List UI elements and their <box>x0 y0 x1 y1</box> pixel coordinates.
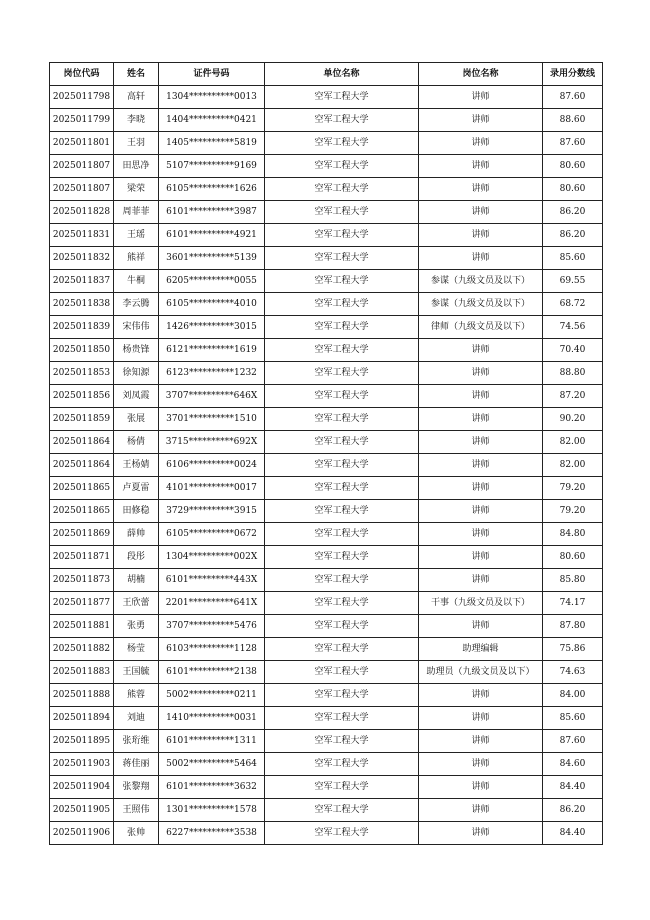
table-row <box>50 178 603 201</box>
cell-name: 卢夏雷 <box>114 477 159 500</box>
admission-score-table <box>49 62 603 845</box>
table-row <box>50 546 603 569</box>
table-row <box>50 661 603 684</box>
cell-name: 李晓 <box>114 109 159 132</box>
table-row <box>50 615 603 638</box>
cell-position-code: 2025011859 <box>50 408 114 431</box>
cell-position-code: 2025011905 <box>50 799 114 822</box>
cell-id-number: 6101**********443X <box>159 569 265 592</box>
cell-unit-name: 空军工程大学 <box>265 385 419 408</box>
cell-position-code: 2025011895 <box>50 730 114 753</box>
cell-name: 王欣蕾 <box>114 592 159 615</box>
cell-position-code: 2025011877 <box>50 592 114 615</box>
table-row <box>50 86 603 109</box>
table-row <box>50 753 603 776</box>
cell-position-name: 讲师 <box>419 385 543 408</box>
cell-position-name: 讲师 <box>419 86 543 109</box>
table-row <box>50 638 603 661</box>
cell-position-name: 讲师 <box>419 822 543 845</box>
cell-position-name: 讲师 <box>419 776 543 799</box>
cell-position-code: 2025011807 <box>50 178 114 201</box>
cell-unit-name: 空军工程大学 <box>265 500 419 523</box>
cell-id-number: 1426**********3015 <box>159 316 265 339</box>
cell-position-name: 讲师 <box>419 109 543 132</box>
cell-name: 蒋佳丽 <box>114 753 159 776</box>
table-row <box>50 155 603 178</box>
cell-unit-name: 空军工程大学 <box>265 109 419 132</box>
cell-position-name: 讲师 <box>419 477 543 500</box>
cell-position-code: 2025011853 <box>50 362 114 385</box>
cell-name: 刘凤霞 <box>114 385 159 408</box>
cell-position-name: 讲师 <box>419 201 543 224</box>
cell-id-number: 6103**********1128 <box>159 638 265 661</box>
cell-position-name: 讲师 <box>419 707 543 730</box>
cell-position-name: 讲师 <box>419 431 543 454</box>
cell-score-line: 86.20 <box>543 224 603 247</box>
cell-score-line: 74.56 <box>543 316 603 339</box>
cell-position-name: 讲师 <box>419 523 543 546</box>
cell-name: 高轩 <box>114 86 159 109</box>
cell-position-code: 2025011906 <box>50 822 114 845</box>
cell-unit-name: 空军工程大学 <box>265 592 419 615</box>
cell-unit-name: 空军工程大学 <box>265 707 419 730</box>
cell-id-number: 6105**********4010 <box>159 293 265 316</box>
cell-position-code: 2025011864 <box>50 431 114 454</box>
cell-unit-name: 空军工程大学 <box>265 201 419 224</box>
table-row <box>50 431 603 454</box>
cell-id-number: 6123**********1232 <box>159 362 265 385</box>
cell-score-line: 70.40 <box>543 339 603 362</box>
cell-score-line: 84.40 <box>543 822 603 845</box>
cell-score-line: 80.60 <box>543 546 603 569</box>
cell-id-number: 3701**********1510 <box>159 408 265 431</box>
cell-name: 熊祥 <box>114 247 159 270</box>
cell-unit-name: 空军工程大学 <box>265 431 419 454</box>
cell-position-code: 2025011801 <box>50 132 114 155</box>
cell-position-name: 讲师 <box>419 546 543 569</box>
cell-id-number: 6105**********1626 <box>159 178 265 201</box>
cell-id-number: 1304**********002X <box>159 546 265 569</box>
cell-score-line: 80.60 <box>543 155 603 178</box>
cell-position-name: 讲师 <box>419 224 543 247</box>
cell-name: 王国毓 <box>114 661 159 684</box>
cell-id-number: 6101**********2138 <box>159 661 265 684</box>
cell-unit-name: 空军工程大学 <box>265 477 419 500</box>
cell-position-code: 2025011871 <box>50 546 114 569</box>
cell-unit-name: 空军工程大学 <box>265 638 419 661</box>
cell-position-name: 参谋（九级文员及以下） <box>419 293 543 316</box>
table-row <box>50 500 603 523</box>
cell-unit-name: 空军工程大学 <box>265 661 419 684</box>
cell-score-line: 84.00 <box>543 684 603 707</box>
table-row <box>50 293 603 316</box>
cell-score-line: 85.60 <box>543 707 603 730</box>
cell-name: 熊蓉 <box>114 684 159 707</box>
table-row <box>50 707 603 730</box>
cell-id-number: 6121**********1619 <box>159 339 265 362</box>
cell-unit-name: 空军工程大学 <box>265 753 419 776</box>
cell-score-line: 84.60 <box>543 753 603 776</box>
cell-position-code: 2025011904 <box>50 776 114 799</box>
cell-score-line: 85.60 <box>543 247 603 270</box>
cell-position-code: 2025011807 <box>50 155 114 178</box>
cell-position-name: 参谋（九级文员及以下） <box>419 270 543 293</box>
table-header-row <box>50 63 603 86</box>
cell-position-name: 讲师 <box>419 730 543 753</box>
table-row <box>50 454 603 477</box>
cell-score-line: 79.20 <box>543 477 603 500</box>
cell-id-number: 6106**********0024 <box>159 454 265 477</box>
header-id-number: 证件号码 <box>159 63 265 86</box>
cell-id-number: 6101**********3632 <box>159 776 265 799</box>
cell-name: 梁荣 <box>114 178 159 201</box>
cell-id-number: 1304**********0013 <box>159 86 265 109</box>
cell-position-name: 讲师 <box>419 684 543 707</box>
cell-position-code: 2025011831 <box>50 224 114 247</box>
cell-score-line: 87.60 <box>543 86 603 109</box>
table-row <box>50 385 603 408</box>
cell-position-code: 2025011873 <box>50 569 114 592</box>
cell-unit-name: 空军工程大学 <box>265 316 419 339</box>
header-position-name: 岗位名称 <box>419 63 543 86</box>
cell-unit-name: 空军工程大学 <box>265 546 419 569</box>
cell-position-name: 讲师 <box>419 155 543 178</box>
cell-id-number: 6101**********3987 <box>159 201 265 224</box>
table-row <box>50 569 603 592</box>
cell-position-code: 2025011864 <box>50 454 114 477</box>
cell-name: 王羽 <box>114 132 159 155</box>
cell-position-name: 讲师 <box>419 408 543 431</box>
cell-name: 田思净 <box>114 155 159 178</box>
cell-id-number: 1410**********0031 <box>159 707 265 730</box>
cell-id-number: 3715**********692X <box>159 431 265 454</box>
cell-position-name: 律师（九级文员及以下） <box>419 316 543 339</box>
cell-id-number: 3707**********646X <box>159 385 265 408</box>
cell-unit-name: 空军工程大学 <box>265 224 419 247</box>
cell-unit-name: 空军工程大学 <box>265 799 419 822</box>
cell-position-code: 2025011881 <box>50 615 114 638</box>
cell-id-number: 1301**********1578 <box>159 799 265 822</box>
cell-position-code: 2025011894 <box>50 707 114 730</box>
cell-name: 张帅 <box>114 822 159 845</box>
table-row <box>50 408 603 431</box>
cell-position-code: 2025011865 <box>50 477 114 500</box>
cell-id-number: 6105**********0672 <box>159 523 265 546</box>
table-row <box>50 339 603 362</box>
cell-score-line: 90.20 <box>543 408 603 431</box>
cell-position-name: 讲师 <box>419 454 543 477</box>
cell-position-name: 讲师 <box>419 339 543 362</box>
cell-id-number: 4101**********0017 <box>159 477 265 500</box>
cell-name: 胡楠 <box>114 569 159 592</box>
cell-id-number: 3729**********3915 <box>159 500 265 523</box>
cell-unit-name: 空军工程大学 <box>265 362 419 385</box>
cell-unit-name: 空军工程大学 <box>265 615 419 638</box>
cell-position-code: 2025011856 <box>50 385 114 408</box>
cell-position-code: 2025011865 <box>50 500 114 523</box>
cell-id-number: 6101**********1311 <box>159 730 265 753</box>
table-row <box>50 109 603 132</box>
header-position-code: 岗位代码 <box>50 63 114 86</box>
header-unit-name: 单位名称 <box>265 63 419 86</box>
cell-unit-name: 空军工程大学 <box>265 730 419 753</box>
cell-id-number: 1404**********0421 <box>159 109 265 132</box>
cell-score-line: 74.63 <box>543 661 603 684</box>
cell-score-line: 79.20 <box>543 500 603 523</box>
cell-position-code: 2025011888 <box>50 684 114 707</box>
cell-position-name: 讲师 <box>419 247 543 270</box>
cell-id-number: 3707**********5476 <box>159 615 265 638</box>
cell-name: 王照伟 <box>114 799 159 822</box>
cell-score-line: 86.20 <box>543 799 603 822</box>
cell-unit-name: 空军工程大学 <box>265 132 419 155</box>
cell-position-name: 讲师 <box>419 569 543 592</box>
cell-position-name: 讲师 <box>419 615 543 638</box>
table-row <box>50 362 603 385</box>
cell-position-code: 2025011828 <box>50 201 114 224</box>
cell-score-line: 84.40 <box>543 776 603 799</box>
cell-name: 宋伟伟 <box>114 316 159 339</box>
cell-position-name: 讲师 <box>419 500 543 523</box>
cell-score-line: 84.80 <box>543 523 603 546</box>
cell-name: 杨莹 <box>114 638 159 661</box>
table-row <box>50 224 603 247</box>
cell-score-line: 85.80 <box>543 569 603 592</box>
cell-id-number: 1405**********5819 <box>159 132 265 155</box>
cell-name: 徐知源 <box>114 362 159 385</box>
cell-score-line: 86.20 <box>543 201 603 224</box>
cell-position-code: 2025011837 <box>50 270 114 293</box>
cell-score-line: 80.60 <box>543 178 603 201</box>
cell-position-code: 2025011882 <box>50 638 114 661</box>
cell-unit-name: 空军工程大学 <box>265 776 419 799</box>
cell-id-number: 5107**********9169 <box>159 155 265 178</box>
cell-position-code: 2025011798 <box>50 86 114 109</box>
cell-unit-name: 空军工程大学 <box>265 178 419 201</box>
header-score-line: 录用分数线 <box>543 63 603 86</box>
table-row <box>50 247 603 270</box>
cell-unit-name: 空军工程大学 <box>265 270 419 293</box>
cell-score-line: 82.00 <box>543 454 603 477</box>
table-row <box>50 592 603 615</box>
cell-position-code: 2025011838 <box>50 293 114 316</box>
cell-unit-name: 空军工程大学 <box>265 86 419 109</box>
table-row <box>50 684 603 707</box>
cell-unit-name: 空军工程大学 <box>265 822 419 845</box>
cell-name: 张珩维 <box>114 730 159 753</box>
table-row <box>50 316 603 339</box>
cell-unit-name: 空军工程大学 <box>265 523 419 546</box>
cell-score-line: 69.55 <box>543 270 603 293</box>
cell-position-name: 讲师 <box>419 799 543 822</box>
cell-name: 杨贵锋 <box>114 339 159 362</box>
cell-position-code: 2025011832 <box>50 247 114 270</box>
cell-position-name: 干事（九级文员及以下） <box>419 592 543 615</box>
table-row <box>50 477 603 500</box>
cell-position-code: 2025011903 <box>50 753 114 776</box>
cell-id-number: 2201**********641X <box>159 592 265 615</box>
cell-position-name: 助理员（九级文员及以下） <box>419 661 543 684</box>
cell-position-code: 2025011839 <box>50 316 114 339</box>
cell-position-code: 2025011799 <box>50 109 114 132</box>
cell-name: 牛桐 <box>114 270 159 293</box>
table-row <box>50 799 603 822</box>
cell-position-name: 助理编辑 <box>419 638 543 661</box>
cell-score-line: 87.80 <box>543 615 603 638</box>
header-name: 姓名 <box>114 63 159 86</box>
cell-score-line: 68.72 <box>543 293 603 316</box>
cell-unit-name: 空军工程大学 <box>265 684 419 707</box>
cell-name: 周菲菲 <box>114 201 159 224</box>
cell-score-line: 74.17 <box>543 592 603 615</box>
cell-unit-name: 空军工程大学 <box>265 293 419 316</box>
cell-unit-name: 空军工程大学 <box>265 339 419 362</box>
cell-unit-name: 空军工程大学 <box>265 247 419 270</box>
cell-unit-name: 空军工程大学 <box>265 454 419 477</box>
cell-name: 薛帅 <box>114 523 159 546</box>
cell-id-number: 5002**********5464 <box>159 753 265 776</box>
table-row <box>50 270 603 293</box>
cell-name: 田修稳 <box>114 500 159 523</box>
table-row <box>50 776 603 799</box>
cell-unit-name: 空军工程大学 <box>265 569 419 592</box>
cell-score-line: 87.60 <box>543 730 603 753</box>
cell-position-name: 讲师 <box>419 753 543 776</box>
cell-name: 张勇 <box>114 615 159 638</box>
cell-id-number: 6205**********0055 <box>159 270 265 293</box>
cell-position-name: 讲师 <box>419 132 543 155</box>
cell-id-number: 3601**********5139 <box>159 247 265 270</box>
cell-name: 张展 <box>114 408 159 431</box>
cell-id-number: 6101**********4921 <box>159 224 265 247</box>
cell-score-line: 87.60 <box>543 132 603 155</box>
cell-name: 张黎翔 <box>114 776 159 799</box>
cell-id-number: 6227**********3538 <box>159 822 265 845</box>
cell-score-line: 88.60 <box>543 109 603 132</box>
cell-name: 李云腾 <box>114 293 159 316</box>
cell-name: 杨倩 <box>114 431 159 454</box>
table-row <box>50 822 603 845</box>
cell-unit-name: 空军工程大学 <box>265 155 419 178</box>
table-row <box>50 132 603 155</box>
cell-name: 王瑶 <box>114 224 159 247</box>
cell-position-code: 2025011869 <box>50 523 114 546</box>
cell-score-line: 75.86 <box>543 638 603 661</box>
cell-score-line: 88.80 <box>543 362 603 385</box>
cell-score-line: 87.20 <box>543 385 603 408</box>
cell-position-name: 讲师 <box>419 362 543 385</box>
cell-position-code: 2025011883 <box>50 661 114 684</box>
table-row <box>50 730 603 753</box>
cell-position-name: 讲师 <box>419 178 543 201</box>
cell-unit-name: 空军工程大学 <box>265 408 419 431</box>
cell-name: 刘迪 <box>114 707 159 730</box>
cell-position-code: 2025011850 <box>50 339 114 362</box>
table-body <box>50 86 603 845</box>
cell-id-number: 5002**********0211 <box>159 684 265 707</box>
table-row <box>50 201 603 224</box>
table-row <box>50 523 603 546</box>
cell-name: 王杨婧 <box>114 454 159 477</box>
cell-score-line: 82.00 <box>543 431 603 454</box>
cell-name: 段彤 <box>114 546 159 569</box>
